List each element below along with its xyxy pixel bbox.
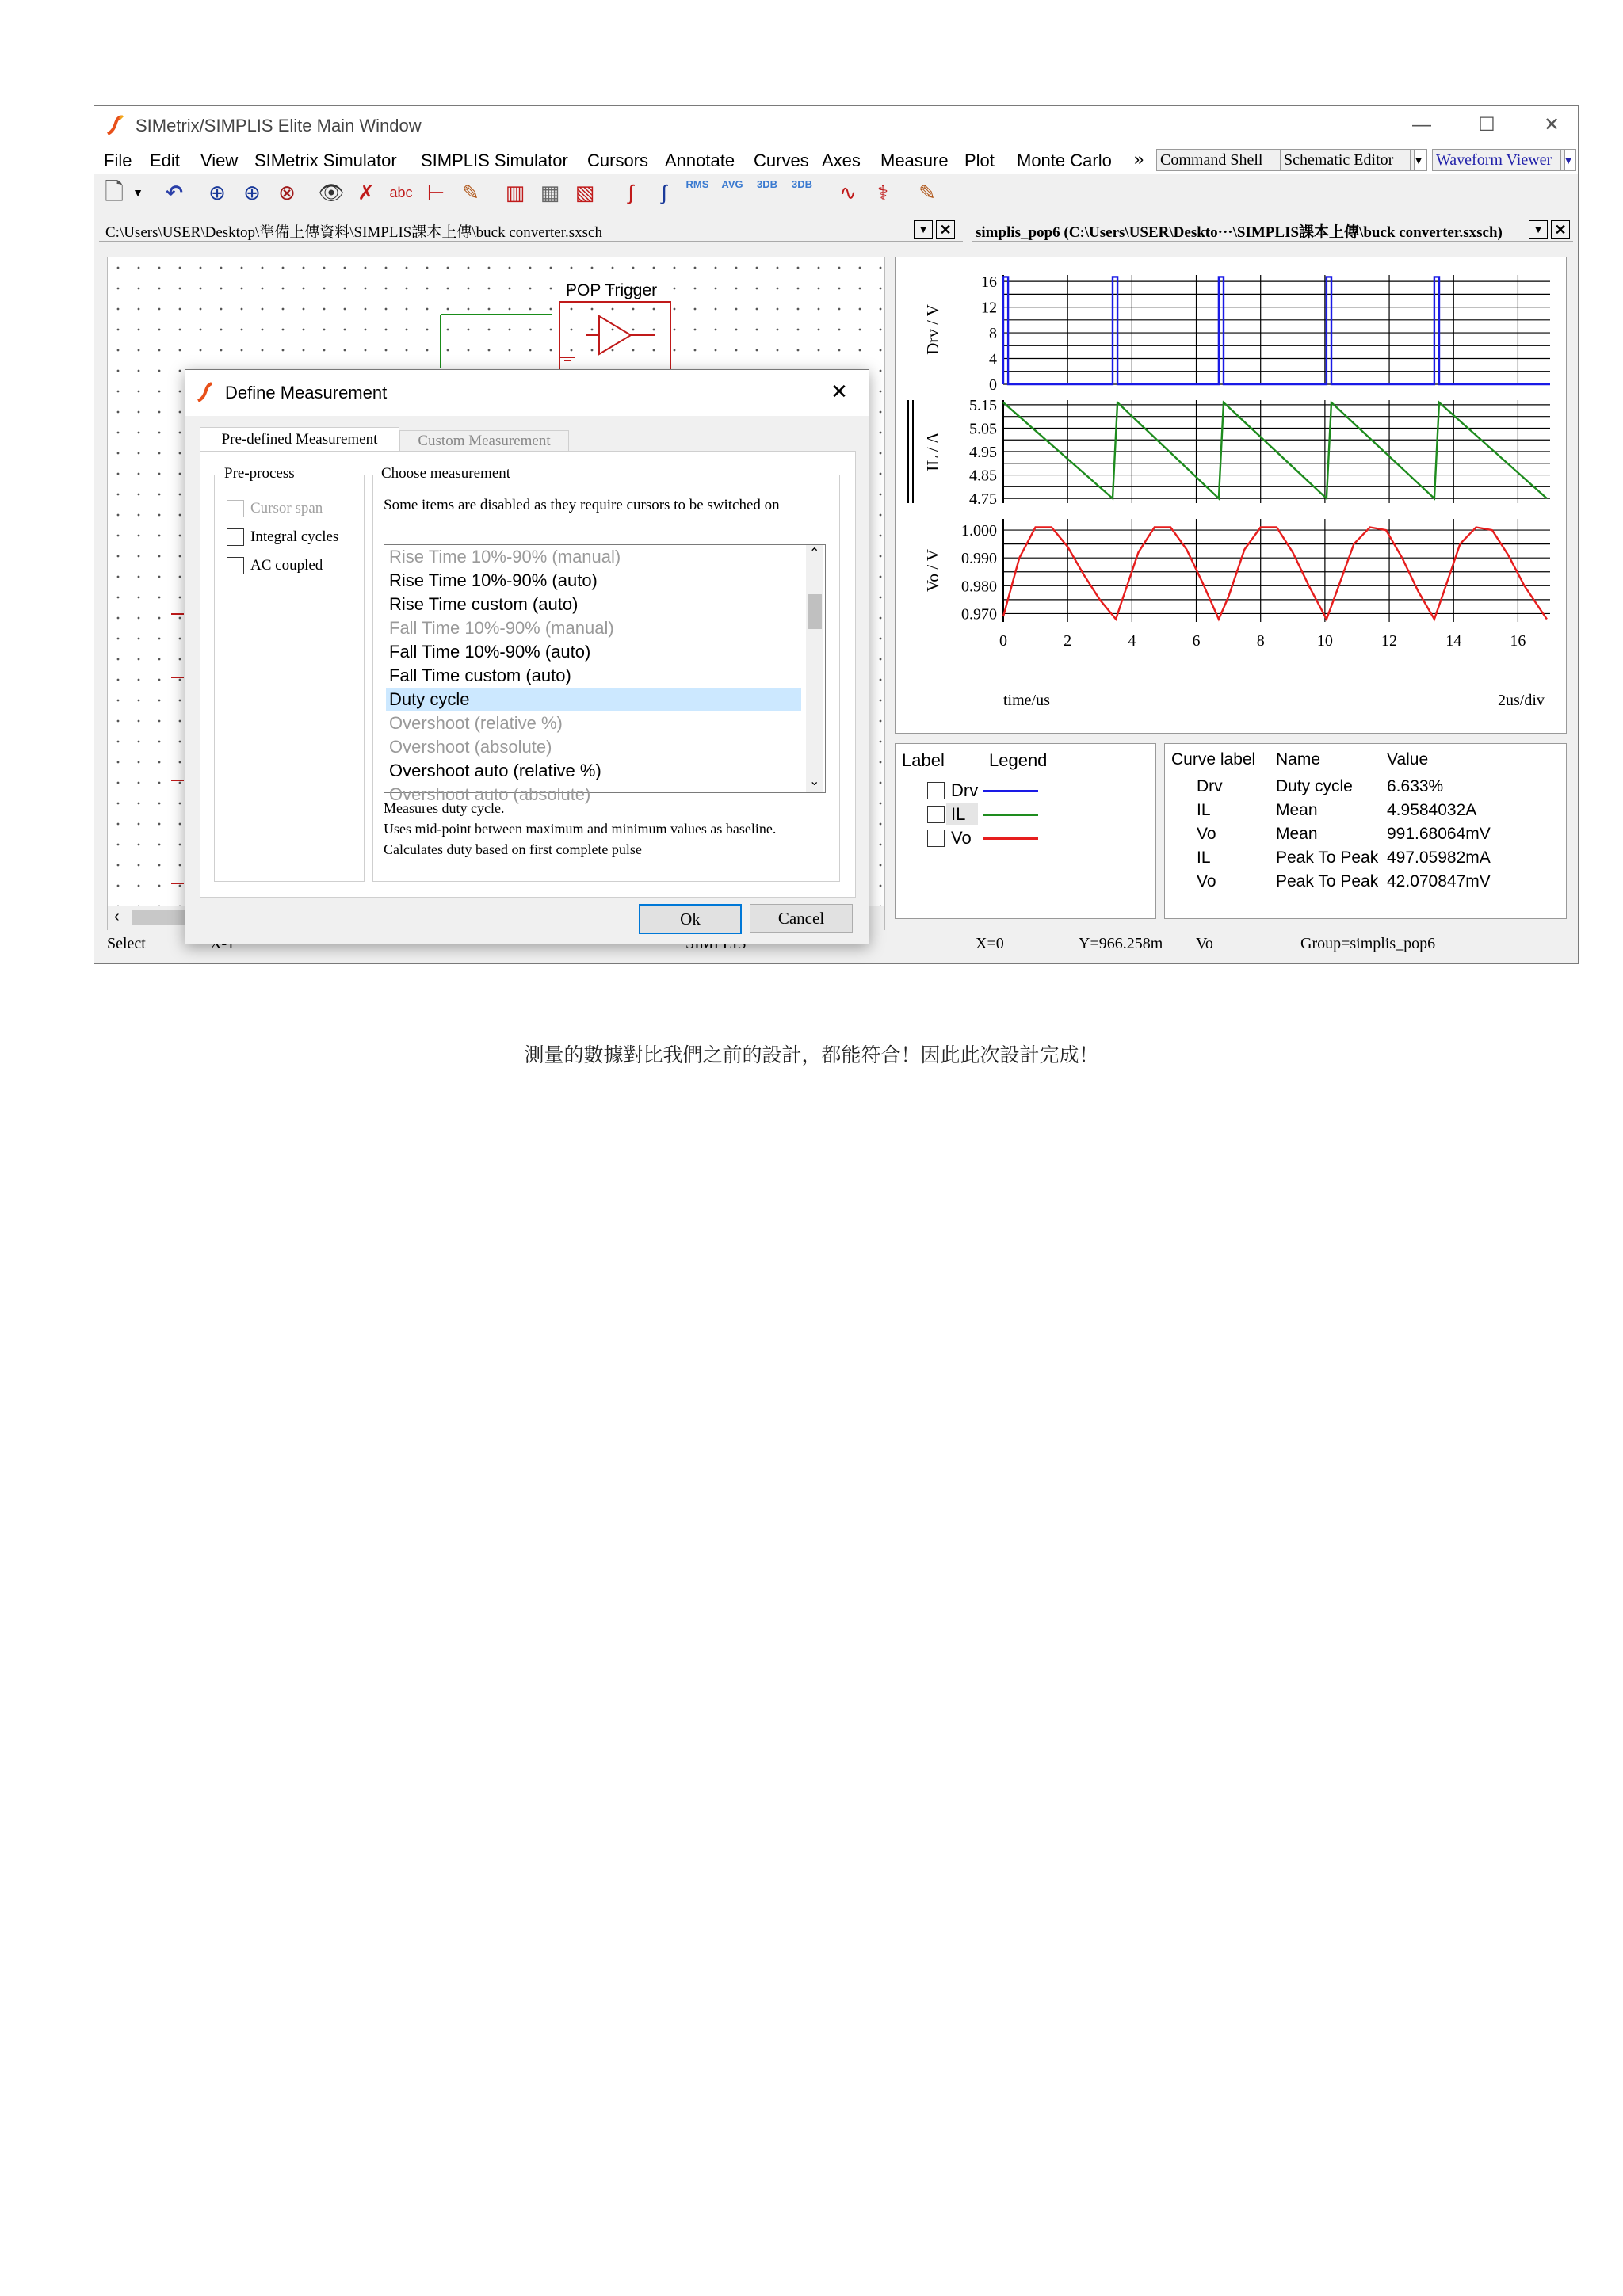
preprocess-label: Pre-process — [222, 465, 297, 482]
close-window-button[interactable]: ✕ — [1543, 114, 1560, 135]
legend-item-il[interactable] — [927, 803, 1157, 826]
ok-button[interactable]: Ok — [639, 904, 742, 934]
results-header-value: Value — [1387, 750, 1429, 769]
legend-checkbox[interactable] — [927, 806, 945, 823]
waveform-viewer-dropdown-icon[interactable]: ▼ — [1560, 149, 1576, 171]
status-y: Y=966.258m — [1079, 935, 1163, 952]
define-measurement-dialog — [185, 369, 869, 944]
y-tick-label: 16 — [981, 273, 997, 292]
scroll-down-icon[interactable]: ⌄ — [809, 775, 820, 788]
new-dropdown-icon[interactable]: ▼ — [132, 186, 143, 199]
results-row[interactable] — [1165, 847, 1566, 871]
menu-monte-carlo[interactable]: Monte Carlo — [1017, 151, 1112, 170]
list-item[interactable]: Fall Time 10%-90% (auto) — [389, 642, 591, 662]
menu-axes[interactable]: Axes — [822, 151, 861, 170]
results-name: Peak To Peak — [1276, 872, 1379, 891]
schematic-title-bar — [99, 217, 963, 242]
tab-custom-measurement[interactable]: Custom Measurement — [399, 430, 569, 452]
menu-simplis-simulator[interactable]: SIMPLIS Simulator — [421, 151, 568, 170]
list-item-selected[interactable]: Duty cycle — [386, 688, 801, 711]
legend-label: Drv — [951, 780, 979, 800]
legend-panel — [895, 743, 1156, 919]
cancel-button[interactable]: Cancel — [750, 904, 853, 933]
checkbox-label: Cursor span — [250, 500, 323, 517]
tab-schematic-editor[interactable]: Schematic Editor — [1280, 149, 1415, 171]
waveform-chart — [896, 257, 1566, 733]
dialog-title-bar — [185, 370, 869, 416]
x-tick-label: 6 — [1192, 632, 1201, 650]
waveform-menu-icon[interactable]: ▼ — [1529, 220, 1548, 239]
measurement-list[interactable] — [384, 544, 826, 804]
zoom-in-icon[interactable]: ⊕ — [243, 181, 261, 204]
menu-view[interactable]: View — [200, 151, 239, 170]
results-value: 4.9584032A — [1387, 801, 1477, 819]
fall-cursor-icon[interactable]: ∫ — [661, 181, 667, 204]
legend-header-label: Label — [902, 750, 945, 770]
list-item[interactable]: Rise Time 10%-90% (auto) — [389, 570, 598, 590]
y-tick-label: 0.980 — [961, 578, 997, 596]
dialog-title: Define Measurement — [225, 383, 388, 402]
menu-annotate[interactable]: Annotate — [665, 151, 735, 170]
waveform-close-icon[interactable]: ✕ — [1551, 220, 1570, 239]
title-bar — [94, 106, 1578, 144]
x-tick-label: 16 — [1510, 632, 1526, 650]
grid-icon[interactable]: ▦ — [540, 181, 560, 204]
zoom-full-icon[interactable]: ⊕ — [208, 181, 226, 204]
measurement-results-panel — [1164, 743, 1567, 919]
add-grid-icon[interactable]: ▥ — [505, 181, 525, 204]
tab-command-shell[interactable]: Command Shell — [1156, 149, 1281, 171]
x-tick-label: 10 — [1316, 632, 1333, 650]
caption-text: 測量的數據對比我們之前的設計，都能符合！因此此次設計完成！ — [524, 1044, 1099, 1066]
menu-measure[interactable]: Measure — [880, 151, 949, 170]
rise-cursor-icon[interactable]: ∫ — [628, 181, 634, 204]
schematic-menu-icon[interactable]: ▼ — [914, 220, 933, 239]
results-row[interactable] — [1165, 823, 1566, 847]
scroll-left-icon[interactable]: ‹ — [114, 908, 120, 925]
description-line: Uses mid-point between maximum and minimum values as baseline. — [384, 821, 777, 837]
menu-plot[interactable]: Plot — [964, 151, 995, 170]
checkbox-box[interactable] — [227, 528, 244, 546]
view-icon[interactable]: 👁 — [318, 181, 345, 204]
simetrix-logo-icon — [197, 381, 216, 403]
integral-cycles-checkbox[interactable] — [227, 527, 361, 549]
y-tick-label: 0.970 — [961, 605, 997, 624]
legend-label: Vo — [951, 828, 972, 848]
results-row[interactable] — [1165, 799, 1566, 823]
waveform-graph[interactable] — [895, 257, 1567, 734]
schematic-close-icon[interactable]: ✕ — [936, 220, 955, 239]
legend-header-legend: Legend — [989, 750, 1048, 770]
list-item[interactable]: Overshoot auto (relative %) — [389, 761, 601, 780]
tab-waveform-viewer[interactable]: Waveform Viewer — [1432, 149, 1565, 171]
status-group: Group=simplis_pop6 — [1300, 935, 1436, 952]
results-header-name: Name — [1276, 750, 1321, 769]
list-item[interactable]: Overshoot (absolute) — [389, 737, 552, 757]
results-value: 991.68064mV — [1387, 825, 1491, 843]
pop-trigger-label: POP Trigger — [566, 281, 658, 299]
results-curve: Drv — [1197, 777, 1223, 795]
list-item[interactable]: Overshoot auto (absolute) — [389, 784, 591, 804]
maximize-button[interactable]: ☐ — [1478, 114, 1495, 135]
results-name: Duty cycle — [1276, 777, 1353, 795]
menu-edit[interactable]: Edit — [150, 151, 180, 170]
results-value: 6.633% — [1387, 777, 1444, 795]
choose-measurement-label: Choose measurement — [379, 465, 513, 482]
y-tick-label: 5.05 — [969, 420, 997, 438]
legend-item-drv[interactable] — [927, 779, 1157, 803]
legend-checkbox[interactable] — [927, 830, 945, 847]
results-curve: IL — [1197, 801, 1211, 819]
x-axis-division: 2us/div — [1498, 692, 1545, 709]
list-item[interactable]: Rise Time custom (auto) — [389, 594, 579, 614]
3db-high-button[interactable]: 3DB — [791, 178, 812, 190]
legend-swatch — [983, 790, 1038, 792]
y-tick-label: 0 — [989, 376, 997, 394]
x-tick-label: 8 — [1256, 632, 1265, 650]
results-name: Mean — [1276, 801, 1318, 819]
legend-swatch — [983, 837, 1038, 840]
list-item[interactable]: Rise Time 10%-90% (manual) — [389, 547, 621, 566]
results-name: Peak To Peak — [1276, 849, 1379, 867]
checkbox-box[interactable] — [227, 557, 244, 574]
label-icon[interactable]: abc — [389, 185, 413, 200]
y-tick-label: 4.95 — [969, 444, 997, 461]
menu-file[interactable]: File — [104, 151, 132, 170]
status-x: X=0 — [976, 935, 1004, 952]
y-tick-label: 4.85 — [969, 467, 997, 485]
toolbar — [94, 174, 1578, 211]
x-tick-label: 4 — [1128, 632, 1136, 650]
results-row[interactable] — [1165, 871, 1566, 894]
results-name: Mean — [1276, 825, 1318, 843]
list-scroll-thumb[interactable] — [808, 594, 822, 629]
waveform-title-bar — [972, 217, 1573, 242]
description-line: Measures duty cycle. — [384, 800, 505, 816]
results-curve: Vo — [1197, 825, 1216, 843]
y-tick-label: 4 — [989, 350, 997, 368]
y-tick-label: 5.15 — [969, 396, 997, 414]
waveform-title: simplis_pop6 (C:\Users\USER\Deskto···\SIMPLIS課本上傳\buck converter.sxsch) — [976, 224, 1503, 241]
results-curve: Vo — [1197, 872, 1216, 891]
simetrix-logo-icon — [105, 114, 126, 136]
x-tick-label: 14 — [1445, 632, 1462, 650]
window-title: SIMetrix/SIMPLIS Elite Main Window — [136, 116, 422, 135]
menu-simetrix-simulator[interactable]: SIMetrix Simulator — [254, 151, 397, 170]
list-item[interactable]: Fall Time custom (auto) — [389, 666, 571, 685]
list-item[interactable]: Overshoot (relative %) — [389, 713, 563, 733]
add-marker-icon[interactable]: ⊢ — [426, 181, 445, 204]
disabled-note: Some items are disabled as they require cursors to be switched on — [384, 497, 780, 513]
x-tick-label: 0 — [999, 632, 1007, 650]
waveform-icon[interactable]: ∿ — [839, 181, 857, 204]
results-value: 42.070847mV — [1387, 872, 1491, 891]
legend-checkbox[interactable] — [927, 782, 945, 799]
checkbox-box[interactable] — [227, 500, 244, 517]
y-axis-label: Drv / V — [923, 304, 942, 355]
rms-button[interactable]: RMS — [685, 178, 709, 190]
results-header-curve: Curve label — [1171, 750, 1256, 769]
waveform-status-bar — [972, 930, 1573, 959]
results-curve: IL — [1197, 849, 1211, 867]
list-scrollbar[interactable] — [806, 545, 823, 792]
new-file-icon[interactable]: 🗋 — [104, 179, 124, 205]
y-tick-label: 8 — [989, 325, 997, 343]
x-axis-label: time/us — [1003, 692, 1050, 709]
results-row[interactable] — [1165, 776, 1566, 799]
zoom-box-icon[interactable]: ⊗ — [278, 181, 296, 204]
cursor-span-checkbox[interactable] — [227, 498, 361, 521]
measure-icon[interactable]: ✎ — [918, 181, 936, 204]
schematic-path: C:\Users\USER\Desktop\準備上傳資料\SIMPLIS課本上傳\buck converter.sxsch — [105, 224, 602, 241]
list-item[interactable]: Fall Time 10%-90% (manual) — [389, 618, 614, 638]
ac-coupled-checkbox[interactable] — [227, 555, 361, 578]
chart-icon[interactable]: ▧ — [575, 181, 595, 204]
tab-predefined-measurement[interactable]: Pre-defined Measurement — [200, 427, 399, 452]
probe-icon[interactable]: ⚕ — [876, 181, 889, 204]
delete-curve-icon[interactable]: ✗ — [357, 181, 375, 204]
y-tick-label: 4.75 — [969, 490, 997, 509]
checkbox-label: Integral cycles — [250, 528, 339, 545]
description-line: Calculates duty based on first complete pulse — [384, 841, 642, 857]
legend-swatch — [983, 814, 1038, 816]
menu-cursors[interactable]: Cursors — [587, 151, 649, 170]
series-line-drv — [1003, 277, 1550, 384]
legend-label: IL — [951, 804, 966, 824]
measurement-description — [384, 798, 827, 860]
y-axis-label: IL / A — [923, 432, 942, 471]
scroll-up-icon[interactable]: ⌃ — [809, 547, 820, 560]
legend-item-vo[interactable] — [927, 826, 1157, 850]
y-axis-label: Vo / V — [923, 548, 942, 593]
edit-axes-icon[interactable]: ✎ — [462, 181, 479, 204]
y-tick-label: 0.990 — [961, 550, 997, 568]
dialog-close-icon[interactable]: ✕ — [831, 379, 848, 403]
status-mode: Select — [107, 935, 146, 952]
x-tick-label: 12 — [1381, 632, 1398, 650]
results-value: 497.05982mA — [1387, 849, 1491, 867]
minimize-button[interactable]: — — [1412, 114, 1431, 135]
checkbox-label: AC coupled — [250, 557, 323, 574]
avg-button[interactable]: AVG — [721, 178, 743, 190]
3db-low-button[interactable]: 3DB — [756, 178, 777, 190]
menu-curves[interactable]: Curves — [754, 151, 809, 170]
y-tick-label: 12 — [981, 299, 997, 317]
status-trace: Vo — [1196, 935, 1213, 952]
undo-icon[interactable]: ↶ — [166, 181, 183, 204]
x-tick-label: 2 — [1064, 632, 1072, 650]
y-tick-label: 1.000 — [961, 522, 997, 540]
menu-overflow[interactable]: » — [1134, 149, 1144, 169]
series-line-vo — [1003, 528, 1547, 620]
schematic-editor-dropdown-icon[interactable]: ▼ — [1410, 149, 1427, 171]
